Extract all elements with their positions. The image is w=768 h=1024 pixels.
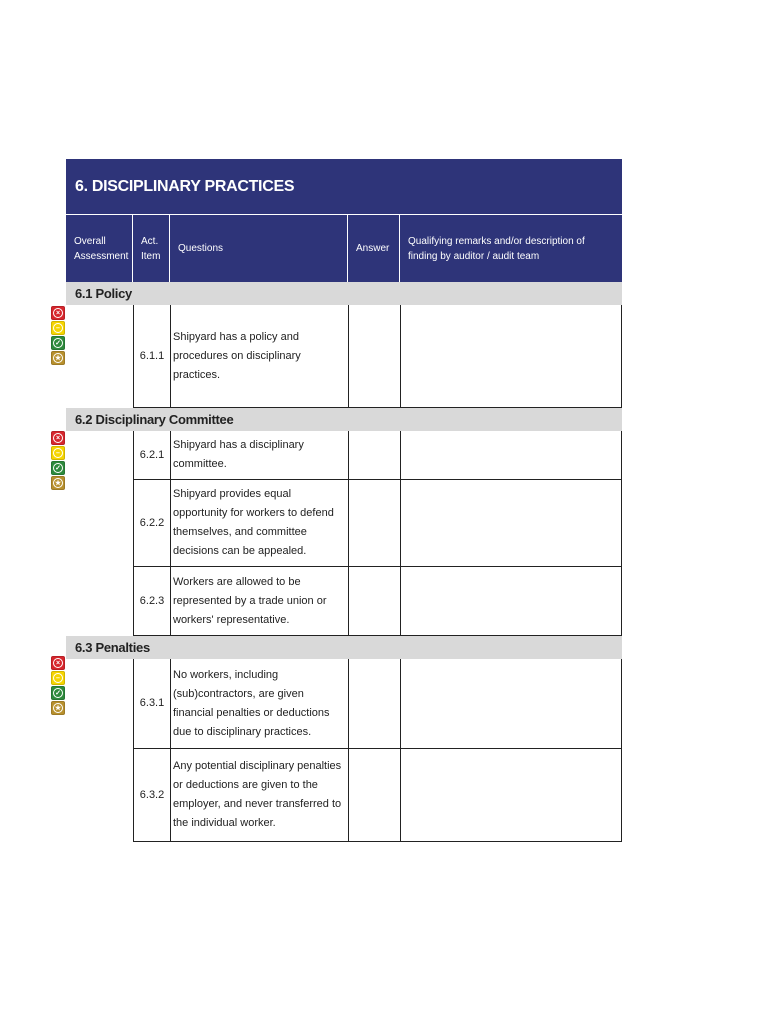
table-row (133, 480, 622, 567)
cross-icon[interactable]: × (51, 431, 65, 445)
act-item: 6.2.3 (133, 567, 170, 635)
header-overall-assessment: Overall Assessment (66, 215, 133, 282)
cross-icon[interactable]: × (51, 306, 65, 320)
table-row (133, 659, 622, 749)
question-text: Shipyard has a policy and procedures on disciplinary practices. (170, 305, 348, 407)
remarks-cell[interactable] (400, 305, 622, 407)
act-item: 6.3.2 (133, 749, 170, 841)
answer-cell[interactable] (348, 431, 400, 479)
remarks-cell[interactable] (400, 480, 622, 566)
overall-assessment-cell[interactable] (66, 659, 133, 842)
question-text: Shipyard has a disciplinary committee. (170, 431, 348, 479)
table-header (66, 214, 622, 282)
question-text: No workers, including (sub)contractors, are given financial penalties or deductions due to disciplinary practices. (170, 659, 348, 748)
answer-cell[interactable] (348, 567, 400, 635)
header-answer: Answer (348, 215, 400, 282)
cross-icon[interactable]: × (51, 656, 65, 670)
section-committee-group (66, 431, 622, 636)
audit-sheet (66, 159, 622, 842)
star-icon[interactable]: ★ (51, 351, 65, 365)
header-remarks: Qualifying remarks and/or description of finding by auditor / audit team (408, 235, 585, 262)
section-policy: 6.1 Policy (66, 282, 622, 305)
answer-cell[interactable] (348, 749, 400, 841)
answer-cell[interactable] (348, 659, 400, 748)
check-icon[interactable]: ✓ (51, 336, 65, 350)
answer-cell[interactable] (348, 305, 400, 407)
question-text: Workers are allowed to be represented by a trade union or workers' representative. (170, 567, 348, 635)
act-item: 6.3.1 (133, 659, 170, 748)
check-icon[interactable]: ✓ (51, 686, 65, 700)
header-act-item: Act. Item (133, 215, 170, 282)
status-icons-committee (51, 431, 65, 491)
act-item: 6.2.2 (133, 480, 170, 566)
table-row (133, 305, 622, 408)
star-icon[interactable]: ★ (51, 476, 65, 490)
table-row (133, 431, 622, 480)
act-item: 6.2.1 (133, 431, 170, 479)
question-text: Any potential disciplinary penalties or deductions are given to the employer, and never transferred to the individual worker. (170, 749, 348, 841)
status-icons-policy (51, 306, 65, 366)
sheet-title: 6. DISCIPLINARY PRACTICES (66, 159, 622, 214)
minus-icon[interactable]: – (51, 321, 65, 335)
check-icon[interactable]: ✓ (51, 461, 65, 475)
status-icons-penalties (51, 656, 65, 716)
section-penalties: 6.3 Penalties (66, 636, 622, 659)
answer-cell[interactable] (348, 480, 400, 566)
table-row (133, 749, 622, 842)
section-penalties-group (66, 659, 622, 842)
header-questions: Questions (170, 215, 348, 282)
section-policy-group (66, 305, 622, 408)
minus-icon[interactable]: – (51, 671, 65, 685)
section-disciplinary-committee: 6.2 Disciplinary Committee (66, 408, 622, 431)
question-text: Shipyard provides equal opportunity for workers to defend themselves, and committee decisions can be appealed. (170, 480, 348, 566)
overall-assessment-cell[interactable] (66, 305, 133, 408)
act-item: 6.1.1 (133, 305, 170, 407)
remarks-cell[interactable] (400, 431, 622, 479)
remarks-cell[interactable] (400, 567, 622, 635)
star-icon[interactable]: ★ (51, 701, 65, 715)
overall-assessment-cell[interactable] (66, 431, 133, 636)
remarks-cell[interactable] (400, 749, 622, 841)
minus-icon[interactable]: – (51, 446, 65, 460)
table-row (133, 567, 622, 636)
remarks-cell[interactable] (400, 659, 622, 748)
